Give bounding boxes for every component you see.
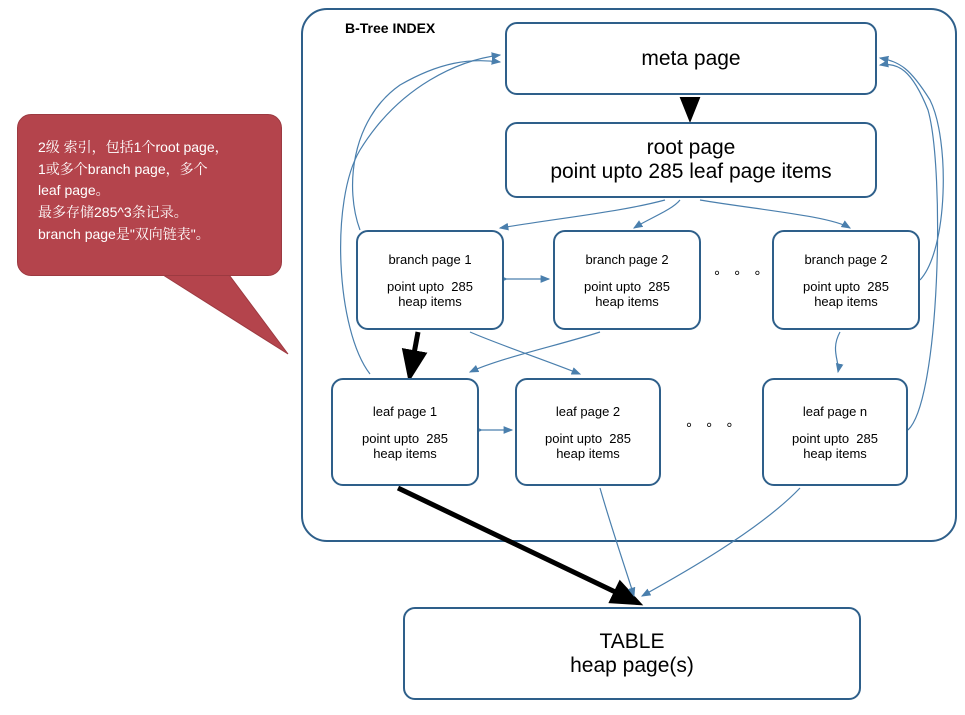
- leaf-page-1-node[interactable]: [331, 378, 479, 486]
- leaf-page-detail-line2: heap items: [803, 445, 867, 461]
- leaf-page-detail-line2: heap items: [373, 445, 437, 461]
- leaf-page-detail-line1: point upto 285: [361, 430, 449, 446]
- leaf-page-detail-line1: point upto 285: [544, 430, 632, 446]
- table-heap-pages-node[interactable]: [403, 607, 861, 700]
- root-page-detail: point upto 285 leaf page items: [550, 160, 832, 183]
- table-title: TABLE: [599, 629, 665, 653]
- root-page-node[interactable]: [505, 122, 877, 198]
- callout-line-1: 2级 索引，包括1个root page，: [38, 139, 229, 155]
- leaf-page-title: leaf page n: [802, 403, 868, 419]
- branch-page-detail-line2: heap items: [398, 293, 462, 309]
- branch-page-detail-line1: point upto 285: [802, 278, 890, 294]
- callout-line-3: leaf page。: [38, 182, 110, 199]
- branch-page-title: branch page 2: [585, 251, 669, 267]
- branch-page-2-node[interactable]: [553, 230, 701, 330]
- branch-page-n-node[interactable]: [772, 230, 920, 330]
- branch-page-detail-line2: heap items: [814, 293, 878, 309]
- branch-page-detail-line1: point upto 285: [583, 278, 671, 294]
- meta-page-title: meta page: [641, 46, 741, 70]
- branch-row-ellipsis: ° ° °: [714, 268, 766, 285]
- meta-page-node[interactable]: [505, 22, 877, 95]
- leaf-page-title: leaf page 1: [372, 403, 438, 419]
- leaf-page-detail-line2: heap items: [556, 445, 620, 461]
- branch-page-title: branch page 2: [804, 251, 888, 267]
- callout-line-5: branch page是"双向链表"。: [38, 225, 210, 242]
- annotation-callout: [17, 114, 282, 276]
- table-subtitle: heap page(s): [570, 653, 694, 677]
- branch-page-title: branch page 1: [388, 251, 472, 267]
- leaf-row-ellipsis: ° ° °: [686, 420, 738, 437]
- btree-index-label: B-Tree INDEX: [345, 20, 436, 36]
- leaf-page-title: leaf page 2: [555, 403, 621, 419]
- leaf-page-n-node[interactable]: [762, 378, 908, 486]
- root-page-title: root page: [646, 136, 736, 159]
- branch-page-detail-line1: point upto 285: [386, 278, 474, 294]
- branch-page-1-node[interactable]: [356, 230, 504, 330]
- callout-line-4: 最多存储285^3条记录。: [38, 204, 188, 221]
- leaf-page-2-node[interactable]: [515, 378, 661, 486]
- branch-page-detail-line2: heap items: [595, 293, 659, 309]
- leaf-page-detail-line1: point upto 285: [791, 430, 879, 446]
- callout-line-2: 1或多个branch page，多个: [38, 160, 208, 177]
